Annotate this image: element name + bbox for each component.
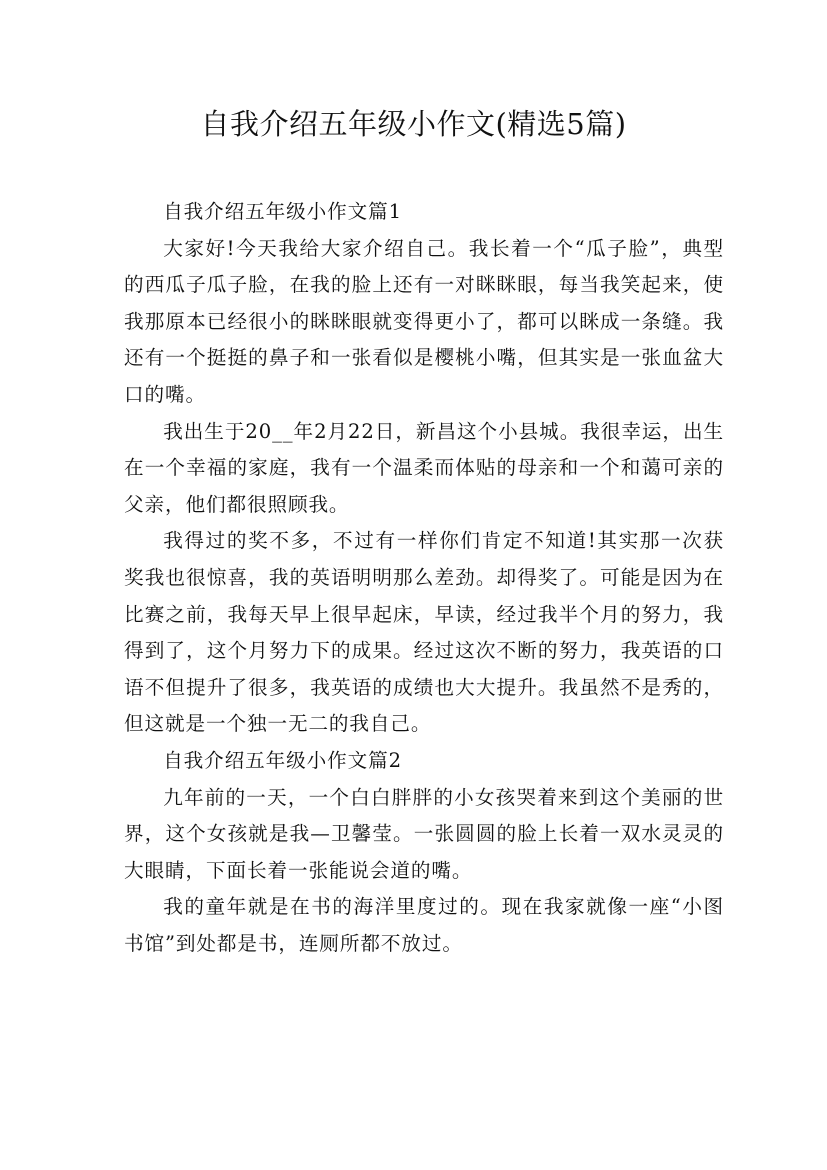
section-heading-2: 自我介绍五年级小作文篇2	[163, 748, 402, 772]
paragraph: 我的童年就是在书的海洋里度过的。现在我家就像一座“小图书馆”到处都是书，连厕所都不放过。	[124, 895, 724, 955]
paragraph: 我得过的奖不多，不过有一样你们肯定不知道!其实那一次获奖我也很惊喜，我的英语明明那么差劲。却得奖了。可能是因为在比赛之前，我每天早上很早起床，早读，经过我半个月的努力，我得到了，这个月努力下的成果。经过这次不断的努力，我英语的口语不但提升了很多，我英语的成绩也大大提升。我虽然不是秀的，但这就是一个独一无二的我自己。	[124, 529, 724, 736]
document-body	[124, 194, 724, 962]
paragraph: 大家好!今天我给大家介绍自己。我长着一个“瓜子脸”，典型的西瓜子瓜子脸，在我的脸上还有一对眯眯眼，每当我笑起来，使我那原本已经很小的眯眯眼就变得更小了，都可以眯成一条缝。我还有一个挺挺的鼻子和一张看似是樱桃小嘴，但其实是一张血盆大口的嘴。	[124, 236, 724, 406]
section-heading-1: 自我介绍五年级小作文篇1	[163, 200, 402, 223]
paragraph: 九年前的一天，一个白白胖胖的小女孩哭着来到这个美丽的世界，这个女孩就是我—卫馨莹。一张圆圆的脸上长着一双水灵灵的大眼睛，下面长着一张能说会道的嘴。	[124, 785, 724, 882]
document-title: 自我介绍五年级小作文(精选5篇)	[200, 107, 627, 141]
paragraph: 我出生于20__年2月22日，新昌这个小县城。我很幸运，出生在一个幸福的家庭，我有一个温柔而体贴的母亲和一个和蔼可亲的父亲，他们都很照顾我。	[124, 419, 724, 516]
